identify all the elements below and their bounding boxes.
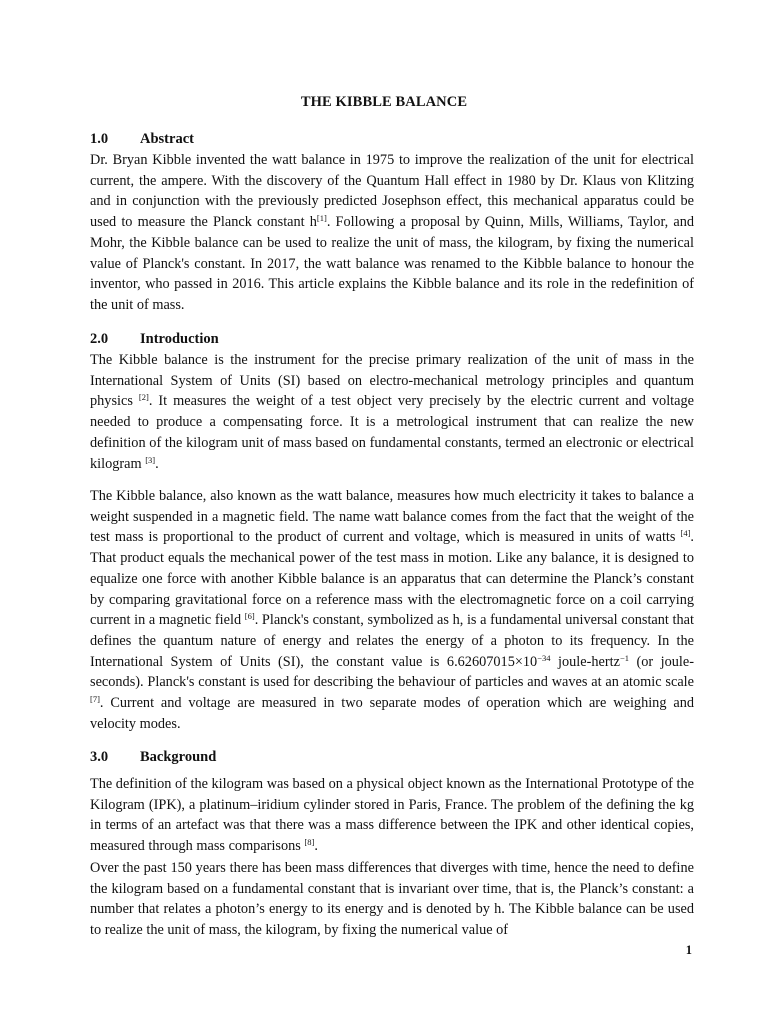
paragraph-text: .	[155, 455, 159, 472]
citation-superscript: [8]	[304, 837, 315, 848]
background-paragraph-1	[90, 774, 694, 857]
paragraph-text: The Kibble balance, also known as the watt balance, measures how much electricity it takes to balance a weight suspended in a magnetic field. The name watt balance comes from the fact that the weight of the test mass is proportional to the product of current and voltage, which is measured in units of watts	[90, 488, 694, 546]
section-heading-introduction	[90, 331, 219, 348]
section-heading-abstract	[90, 131, 194, 148]
paragraph-text: The definition of the kilogram was based on a physical object known as the International Prototype of the Kilogram (IPK), a platinum–iridium cylinder stored in Paris, France. The problem of the defining the kg in terms of an artefact was that there was a mass difference between the IPK and other identical copies, measured through mass comparisons	[90, 776, 694, 855]
document-title: THE KIBBLE BALANCE	[300, 94, 468, 110]
paragraph-text: Dr. Bryan Kibble invented the watt balance in 1975 to improve the realization of the unit for electrical current, the ampere. With the discovery of the Quantum Hall effect in 1980 by Dr. Klaus von Klitzing and in conjunction with the previously predicted Josephson effect, this mechanical apparatus could be used to measure the Planck constant h	[90, 152, 694, 231]
section-title: Introduction	[140, 331, 219, 347]
paragraph-text: The Kibble balance is the instrument for the precise primary realization of the unit of mass in the International System of Units (SI) based on electro-mechanical metrology principles and quantum physics	[90, 352, 694, 410]
section-number: 1.0	[90, 131, 109, 147]
abstract-paragraph	[90, 150, 694, 316]
citation-superscript: [7]	[90, 694, 100, 705]
paragraph-text: . Current and voltage are measured in two separate modes of operation which are weighing and velocity modes.	[90, 695, 694, 732]
paragraph-text: Over the past 150 years there has been mass differences that diverges with time, hence the need to define the kilogram based on a fundamental constant that is invariant over time, that is, the Planck’s constant: a number that relates a photon’s energy to its energy and is denoted by h. The Kibble balance can be used to realize the unit of mass, the kilogram, by fixing the numerical value of	[90, 860, 694, 939]
citation-superscript: −1	[619, 652, 629, 663]
section-number: 3.0	[90, 749, 109, 765]
citation-superscript: [6]	[244, 611, 255, 622]
paragraph-text: . Following a proposal by Quinn, Mills, Williams, Taylor, and Mohr, the Kibble balance can be used to realize the unit of mass, the kilogram, by fixing the numerical value of Planck's constant. In 2017, the watt balance was renamed to the Kibble balance to honour the inventor, who passed in 2016. This article explains the Kibble balance and its role in the redefinition of the unit of mass.	[90, 214, 694, 313]
paragraph-text: . Planck's constant, symbolized as h, is a fundamental universal constant that defines the quantum nature of energy and relates the energy of a photon to its frequency. In the International System of Units (SI), the constant value is 6.62607015×10	[90, 612, 694, 670]
citation-superscript: [1]	[316, 213, 327, 224]
introduction-paragraph-2	[90, 486, 694, 734]
citation-superscript: [3]	[145, 454, 156, 465]
section-heading-background	[90, 749, 216, 766]
paragraph-text: joule-hertz	[550, 653, 620, 670]
citation-superscript: [2]	[138, 392, 149, 403]
introduction-paragraph-1	[90, 350, 694, 474]
paragraph-text: . That product equals the mechanical power of the test mass in motion. Like any balance, it is designed to equalize one force with another Kibble balance is an apparatus that can determine the Planck’s constant by comparing gravitational force on a reference mass with the electromagnetic force on a coil carrying current in a magnetic field	[90, 529, 694, 629]
page-number: 1	[685, 943, 692, 957]
section-number: 2.0	[90, 331, 109, 347]
background-paragraph-2	[90, 858, 694, 941]
citation-superscript: −34	[537, 652, 551, 663]
paragraph-text: .	[314, 838, 318, 855]
paragraph-text: (or joule-seconds). Planck's constant is used for describing the behaviour of particles and waves at an atomic scale	[90, 653, 695, 691]
section-title: Background	[140, 749, 217, 765]
citation-superscript: [4]	[680, 528, 691, 539]
section-title: Abstract	[140, 131, 194, 147]
paragraph-text: . It measures the weight of a test object very precisely by the electric current and voltage needed to produce a compensating force. It is a metrological instrument that can realize the new definition of the kilogram unit of mass based on fundamental constants, termed an electronic or electrical kilogram	[90, 393, 694, 472]
